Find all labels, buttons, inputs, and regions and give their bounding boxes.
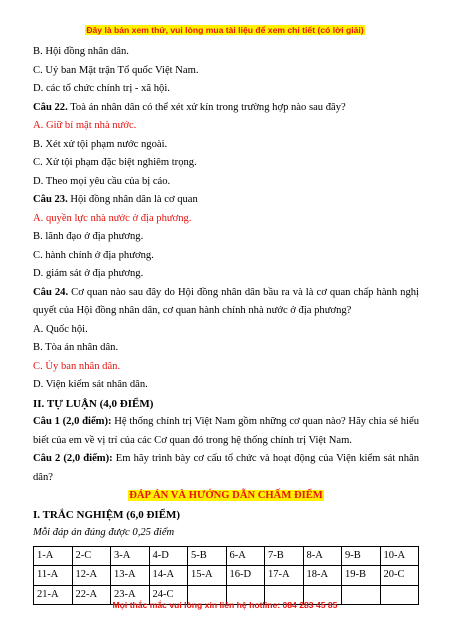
answer-cell: 20-C [380, 566, 419, 586]
option-line-1: B. Hội đồng nhân dân. [33, 46, 129, 57]
multiple-choice-answers-title: I. TRẮC NGHIỆM (6,0 ĐIỂM) [33, 508, 181, 521]
question-22-text: Toà án nhân dân có thể xét xử kín trong trường hợp nào sau đây? [67, 101, 346, 113]
preview-banner-text: Đây là bản xem thử, vui lòng mua tài liệu để xem chi tiết (có lời giải) [86, 25, 364, 35]
essay-question-2-label: Câu 2 (2,0 điểm): [33, 453, 113, 464]
answer-cell: 13-A [111, 566, 150, 586]
question-23-options [33, 210, 419, 284]
essay-question-2-text: Em hãy trình bày cơ cấu tổ chức và hoạt động của Viện kiểm sát nhân dân? [33, 453, 419, 483]
option-line-3: D. các tổ chức chính trị - xã hội. [33, 83, 170, 94]
essay-question-1-text: Hệ thống chính trị Việt Nam gồm những cơ quan nào? Hãy chia sẻ hiểu biết của em về vị trí của các Cơ quan đó trong hệ thống chính trị Việt Nam. [33, 416, 419, 446]
preview-banner [0, 25, 450, 35]
answer-cell: 23-A [111, 585, 150, 605]
continued-options [33, 43, 419, 99]
answer-table [33, 546, 419, 606]
answer-cell: 16-D [226, 566, 265, 586]
question-24-text: Cơ quan nào sau đây do Hội đồng nhân dân bầu ra và là cơ quan chấp hành nghị quyết của Hội đồng nhân dân, cơ quan hành chính nhà nước ở địa phương? [33, 286, 419, 316]
answer-cell: 4-D [149, 546, 188, 566]
question-24-option-3: C. Ủy ban nhân dân. [33, 360, 121, 372]
question-22 [33, 99, 419, 118]
question-24-options [33, 321, 419, 395]
question-23-text: Hội đồng nhân dân là cơ quan [67, 194, 198, 205]
question-22-option-1: A. Giữ bí mật nhà nước. [33, 120, 137, 131]
answer-key-heading [33, 487, 419, 506]
question-24-option-1: A. Quốc hội. [33, 323, 88, 335]
question-22-options [33, 117, 419, 191]
answer-cell: 5-B [188, 546, 227, 566]
question-23-label: Câu 23. [33, 194, 68, 205]
answer-cell: 7-B [265, 546, 304, 566]
answer-row [34, 566, 419, 586]
answer-cell: 12-A [72, 566, 111, 586]
answer-cell: 22-A [72, 585, 111, 605]
question-23-option-1: A. quyền lực nhà nước ở địa phương. [33, 212, 192, 224]
answer-cell: 9-B [342, 546, 381, 566]
question-24-label: Câu 24. [33, 286, 69, 298]
answer-cell: 10-A [380, 546, 419, 566]
hotline-footer: Mọi thắc mắc vui lòng xin liên hệ hotline: 084 283 45 85 [112, 600, 338, 610]
question-22-option-2: B. Xét xử tội phạm nước ngoài. [33, 138, 168, 150]
answer-cell: 3-A [111, 546, 150, 566]
question-22-option-3: C. Xử tội phạm đặc biệt nghiêm trọng. [33, 157, 197, 168]
essay-question-2 [33, 450, 419, 487]
answer-cell: 2-C [72, 546, 111, 566]
document-body [33, 43, 419, 605]
answer-cell: 17-A [265, 566, 304, 586]
answer-cell: 8-A [303, 546, 342, 566]
question-24-option-4: D. Viện kiểm sát nhân dân. [33, 379, 148, 390]
question-23-option-3: C. hành chính ở địa phương. [33, 249, 154, 261]
answer-cell: 21-A [34, 585, 73, 605]
answer-cell: 15-A [188, 566, 227, 586]
answer-cell: 14-A [149, 566, 188, 586]
answer-key-heading-text: ĐÁP ÁN VÀ HƯỚNG DẪN CHẤM ĐIỂM [129, 490, 323, 501]
essay-section-title: II. TỰ LUẬN (4,0 ĐIỂM) [33, 397, 154, 410]
answer-cell: 24-C [149, 585, 188, 605]
answer-cell: 18-A [303, 566, 342, 586]
scoring-note: Mỗi đáp án đúng được 0,25 điểm [33, 527, 175, 538]
answer-cell: 6-A [226, 546, 265, 566]
answer-cell: 19-B [342, 566, 381, 586]
essay-question-1-label: Câu 1 (2,0 điểm): [33, 416, 112, 427]
question-24 [33, 284, 419, 321]
answer-cell: 11-A [34, 566, 73, 586]
answer-cell: 1-A [34, 546, 73, 566]
essay-question-1 [33, 413, 419, 450]
question-22-label: Câu 22. [33, 101, 68, 113]
option-line-2: C. Uỷ ban Mặt trận Tổ quốc Việt Nam. [33, 64, 199, 76]
question-22-option-4: D. Theo mọi yêu cầu của bị cáo. [33, 175, 171, 187]
question-23 [33, 191, 419, 210]
question-23-option-2: B. lãnh đạo ở địa phương. [33, 231, 144, 242]
question-23-option-4: D. giám sát ở địa phương. [33, 268, 144, 279]
question-24-option-2: B. Tòa án nhân dân. [33, 342, 119, 353]
answer-row [34, 546, 419, 566]
